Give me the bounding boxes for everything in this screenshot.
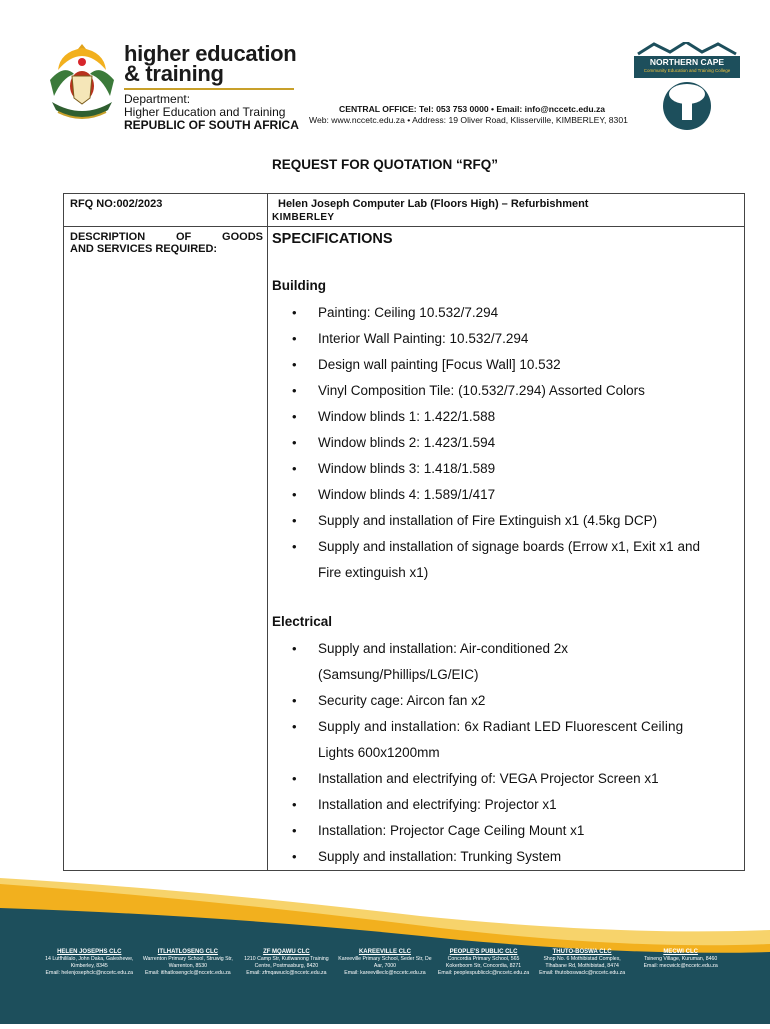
branch-address: Shop No. 6 Mothibistad Complex, Tlhabane Rd, Mothibistad, 8474: [543, 956, 621, 969]
project-title: Helen Joseph Computer Lab (Floors High) – Refurbishment: [278, 198, 589, 210]
footer-band: [0, 870, 770, 1024]
branch-email: Email: zfmqawuclc@nccetc.edu.za: [246, 970, 327, 976]
list-item: • Window blinds 4: 1.589/1/417: [272, 482, 740, 508]
branch-address: Kareeville Primary School, Seder Str, De Aar, 7000: [338, 956, 432, 969]
branch-address: 14 Lutfhililalo, John Daka, Galeshewe, Kimberley, 8345: [45, 956, 134, 969]
list-item: • Security cage: Aircon fan x2: [272, 688, 740, 714]
building-list: [272, 300, 740, 586]
list-item: • Installation: Projector Cage Ceiling Mount x1: [272, 818, 740, 844]
footer-wave-graphic: [0, 870, 770, 1024]
brand-line-2: & training: [124, 61, 224, 86]
description-label-line1: [70, 231, 263, 243]
branch-address: Warrenton Primary School, Struwig Str, Warrenton, 8530: [142, 956, 233, 969]
justified-word: and: [363, 641, 386, 656]
description-cell: [64, 227, 268, 871]
description-label-line2: AND SERVICES REQUIRED:: [70, 243, 218, 255]
list-item: • Supply and installation of Fire Extinguish x1 (4.5kg DCP): [272, 508, 740, 534]
rfq-number-cell: [64, 194, 268, 227]
dept-line-2: Higher Education and Training: [124, 105, 286, 119]
letterhead: [0, 0, 770, 135]
branch-address: Tsineng Village, Kuruman, 8460: [644, 956, 718, 962]
college-subtitle: Community Education and Training College: [643, 68, 731, 73]
branch-email: Email: thutoboswaclc@nccetc.edu.za: [539, 970, 626, 976]
branch-entry: [238, 949, 334, 977]
list-item-line: [318, 636, 740, 662]
rfq-number: RFQ NO:002/2023: [70, 198, 163, 210]
desc-word: GOODS: [222, 231, 263, 243]
brand-line-1: higher education: [124, 41, 297, 66]
branch-entry: [337, 949, 433, 977]
list-item-line: • Supply and installation of signage boards (Errow x1, Exit x1 and: [318, 539, 700, 554]
branch-entry: [140, 949, 236, 977]
electrical-heading: Electrical: [272, 614, 333, 629]
building-heading: Building: [272, 278, 326, 293]
list-item: • Installation and electrifying of: VEGA Projector Screen x1: [272, 766, 740, 792]
desc-word: DESCRIPTION: [70, 231, 146, 243]
brand-divider: [124, 88, 294, 90]
list-item: • Window blinds 3: 1.418/1.589: [272, 456, 740, 482]
project-location: KIMBERLEY: [272, 212, 335, 223]
list-item-line: • Supply and installation: 6x Radiant LED Fluorescent Ceiling: [318, 719, 684, 734]
college-name: NORTHERN CAPE: [649, 57, 725, 67]
list-item: • Interior Wall Painting: 10.532/7.294: [272, 326, 740, 352]
branch-address: 1210 Camp Str, Kutlwanong Training Centre, Postmasburg, 8420: [244, 956, 329, 969]
coat-of-arms-logo: [44, 40, 120, 128]
list-item: • Window blinds 2: 1.423/1.594: [272, 430, 740, 456]
electrical-list: [272, 636, 740, 870]
justified-word: Supply: [318, 641, 360, 656]
project-cell: [268, 194, 745, 227]
branch-name: ZF MQAWU CLC: [263, 949, 310, 955]
specifications-heading: SPECIFICATIONS: [272, 231, 393, 247]
branch-directory: [0, 949, 770, 977]
justified-word: 2x: [553, 641, 568, 656]
branch-name: PEOPLE'S PUBLIC CLC: [449, 949, 518, 955]
list-item: • Painting: Ceiling 10.532/7.294: [272, 300, 740, 326]
branch-email: Email: peoplespublicclc@nccetc.edu.za: [437, 970, 530, 976]
list-item-line: (Samsung/Phillips/LG/EIC): [318, 667, 479, 682]
branch-name: ITLHATLOSENG CLC: [157, 949, 218, 955]
branch-email: Email: helenjosephclc@nccetc.edu.za: [45, 970, 133, 976]
branch-email: Email: mecwiclc@nccetc.edu.za: [643, 963, 718, 969]
list-item: • Supply and installation: Trunking System: [272, 844, 740, 870]
department-brand: [124, 41, 299, 132]
branch-name: KAREEVILLE CLC: [358, 949, 411, 955]
list-item: • Window blinds 1: 1.422/1.588: [272, 404, 740, 430]
rfq-body-row: [64, 227, 745, 871]
dept-line-3: REPUBLIC OF SOUTH AFRICA: [124, 118, 299, 132]
document-title: REQUEST FOR QUOTATION “RFQ”: [272, 157, 498, 172]
rfq-table: [63, 193, 745, 871]
branch-name: THUTO-BOSWA CLC: [552, 949, 612, 955]
list-item-line: Lights 600x1200mm: [318, 745, 440, 760]
rfq-header-row: [64, 194, 745, 227]
contact-central-office: CENTRAL OFFICE: Tel: 053 753 0000 • Email: info@nccetc.edu.za: [339, 104, 606, 114]
specifications-cell: [268, 227, 745, 871]
contact-web-address: Web: www.nccetc.edu.za • Address: 19 Oliver Road, Klisserville, KIMBERLEY, 8301: [309, 115, 628, 125]
list-item: [272, 714, 740, 766]
justified-word: installation:: [389, 641, 457, 656]
list-item-line: Fire extinguish x1): [318, 565, 429, 580]
list-item: • Vinyl Composition Tile: (10.532/7.294) Assorted Colors: [272, 378, 740, 404]
branch-entry: [534, 949, 630, 977]
branch-entry: [436, 949, 532, 977]
branch-address: Concordia Primary School, 565 Kokerboom Str, Concordia, 8271: [445, 956, 522, 969]
justified-word: Air-conditioned: [459, 641, 550, 656]
dept-line-1: Department:: [124, 92, 191, 106]
branch-name: HELEN JOSEPHS CLC: [57, 949, 122, 955]
branch-entry: [41, 949, 137, 977]
list-item: [272, 636, 740, 688]
branch-entry: [633, 949, 729, 977]
list-item: • Installation and electrifying: Projector x1: [272, 792, 740, 818]
branch-name: MECWI CLC: [663, 949, 698, 955]
college-logo: [634, 42, 740, 130]
desc-word: OF: [175, 231, 192, 243]
list-item: • Design wall painting [Focus Wall] 10.532: [272, 352, 740, 378]
branch-email: Email: kareevilleclc@nccetc.edu.za: [344, 970, 426, 976]
branch-email: Email: itlhatlosengclc@nccetc.edu.za: [144, 970, 231, 976]
list-item: [272, 534, 740, 586]
